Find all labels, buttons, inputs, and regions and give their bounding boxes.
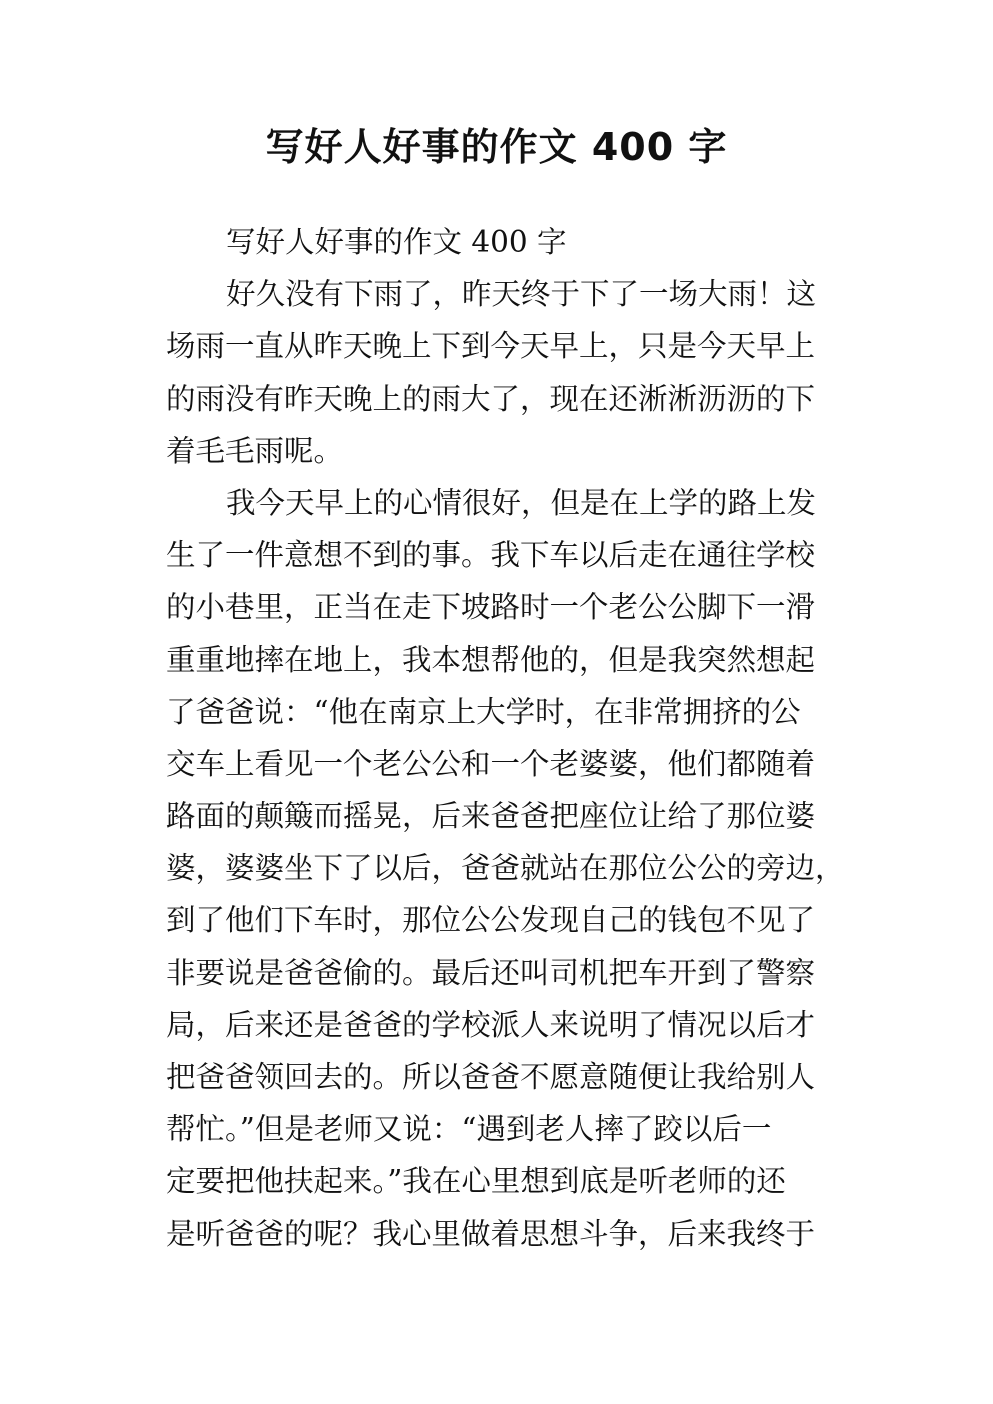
text-line: 把爸爸领回去的。所以爸爸不愿意随便让我给别人 [166, 1060, 816, 1094]
text-line: 到了他们下车时，那位公公发现自己的钱包不见了 [166, 903, 816, 938]
document-body [166, 216, 846, 1260]
text-line: 重重地摔在地上，我本想帮他的，但是我突然想起 [166, 642, 816, 677]
text-line: 场雨一直从昨天晚上下到今天早上，只是今天早上 [166, 329, 816, 364]
text-line: 的雨没有昨天晚上的雨大了，现在还淅淅沥沥的下 [166, 381, 816, 416]
text-line: 的小巷里，正当在走下坡路时一个老公公脚下一滑 [166, 590, 816, 625]
text-line: 定要把他扶起来。”我在心里想到底是听老师的还 [166, 1164, 786, 1199]
text-line: 写好人好事的作文 400 字 [226, 225, 567, 259]
text-line: 帮忙。”但是老师又说：“遇到老人摔了跤以后一 [166, 1112, 772, 1147]
document-title: 写好人好事的作文 400 字 [265, 125, 728, 169]
text-line: 局，后来还是爸爸的学校派人来说明了情况以后才 [166, 1007, 816, 1042]
text-line: 好久没有下雨了，昨天终于下了一场大雨！这 [226, 277, 817, 312]
text-line: 交车上看见一个老公公和一个老婆婆，他们都随着 [166, 746, 816, 781]
text-line: 着毛毛雨呢。 [166, 433, 344, 468]
text-line: 非要说是爸爸偷的。最后还叫司机把车开到了警察 [166, 955, 816, 990]
text-line: 了爸爸说：“他在南京上大学时，在非常拥挤的公 [166, 694, 801, 729]
text-line: 路面的颠簸而摇晃，后来爸爸把座位让给了那位婆 [166, 799, 816, 834]
text-line: 生了一件意想不到的事。我下车以后走在通往学校 [166, 538, 816, 573]
text-line: 婆，婆婆坐下了以后，爸爸就站在那位公公的旁边， [166, 851, 845, 886]
text-line: 是听爸爸的呢？我心里做着思想斗争，后来我终于 [166, 1216, 816, 1251]
text-line: 我今天早上的心情很好，但是在上学的路上发 [226, 485, 817, 520]
